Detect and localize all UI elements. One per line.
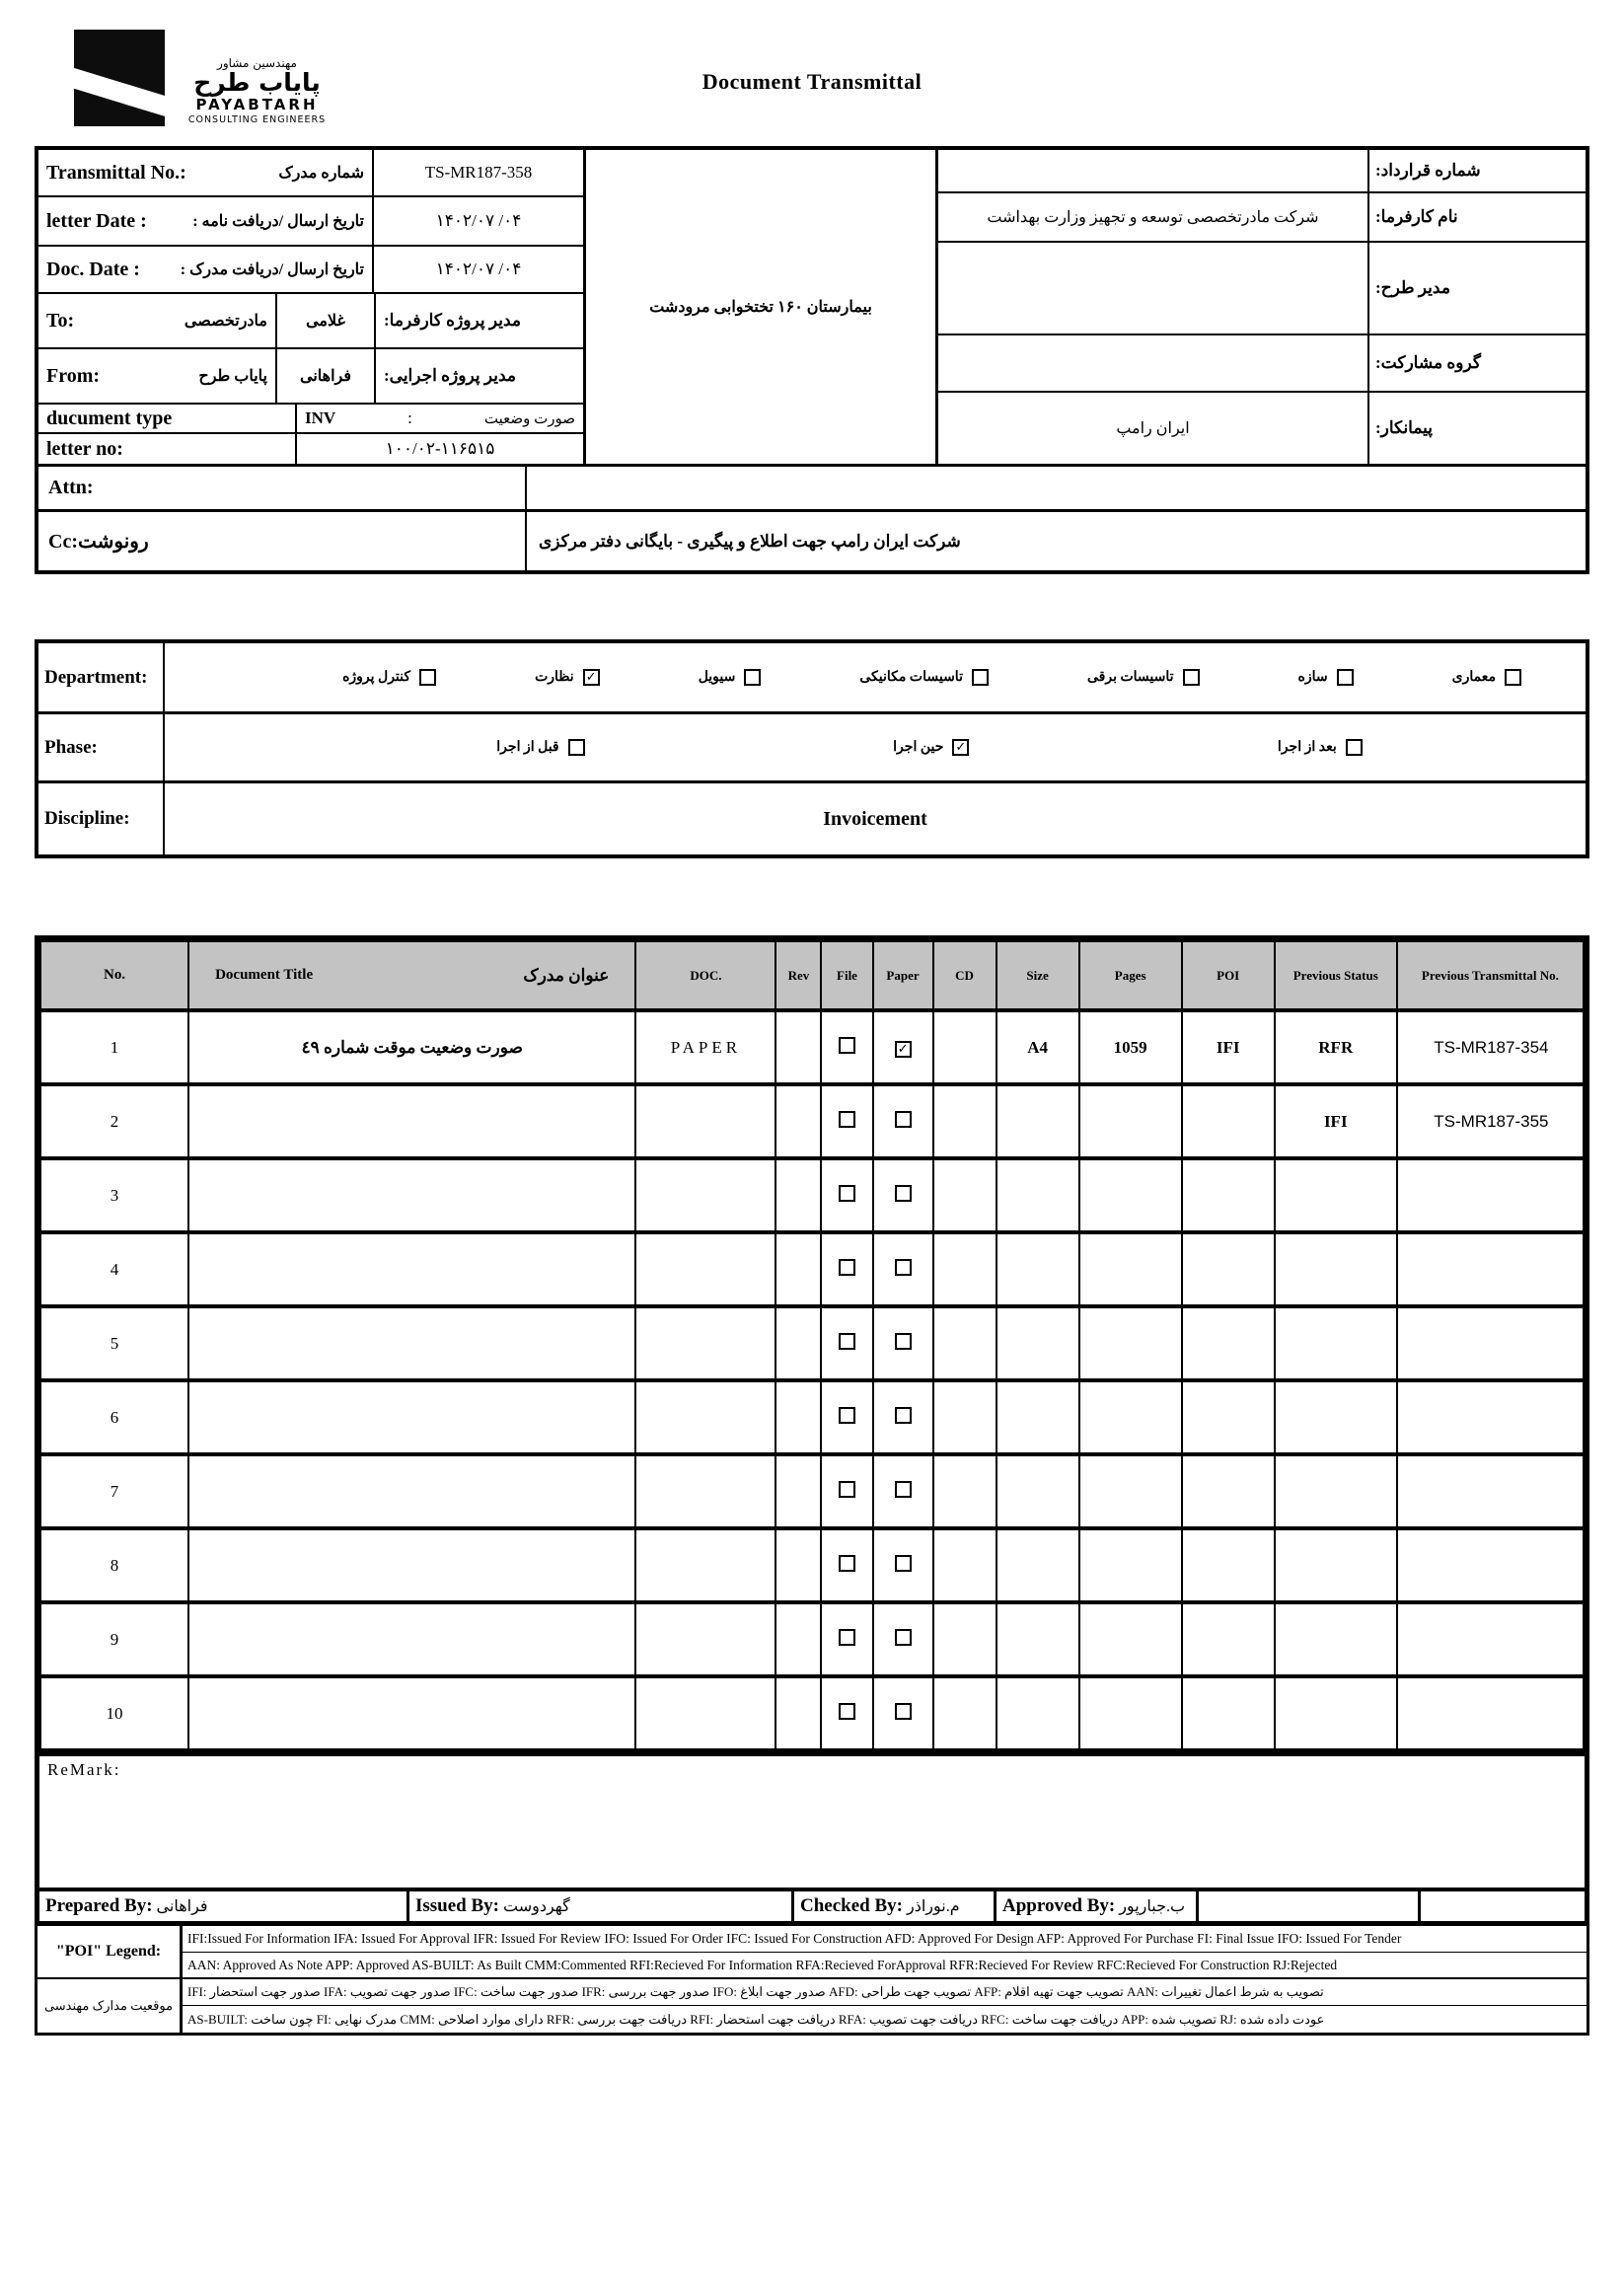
logo-brand-sub: CONSULTING ENGINEERS	[187, 113, 327, 125]
row-doc	[635, 1158, 775, 1232]
row-cd	[933, 1010, 997, 1084]
row-rev	[775, 1676, 821, 1750]
file-checkbox-cell	[821, 1602, 872, 1676]
row-rev	[775, 1380, 821, 1454]
file-checkbox-cell	[821, 1084, 872, 1158]
row-prev-transmittal	[1397, 1380, 1584, 1454]
paper-checkbox-cell	[873, 1602, 933, 1676]
row-prev-transmittal	[1397, 1676, 1584, 1750]
discipline-label: Discipline:	[38, 783, 165, 854]
row-rev	[775, 1528, 821, 1602]
legend-line-en-1: IFI:Issued For Information IFA: Issued For Approval IFR: Issued For Review IFO: Issued For Order IFC: Issued For Construction AFD: Approved For Design AFP: Approved For Purchase FI: Final Issue IFO: Issued For Tender	[183, 1926, 1587, 1953]
row-prev-status	[1275, 1676, 1397, 1750]
transmittal-no-label: Transmittal No.:	[46, 161, 186, 184]
unchecked-checkbox-icon[interactable]	[1183, 669, 1200, 686]
row-no: 9	[40, 1602, 188, 1676]
col-doc: DOC.	[635, 941, 775, 1010]
row-no: 6	[40, 1380, 188, 1454]
legend-line-en-2: AAN: Approved As Note APP: Approved AS-BUILT: As Built CMM:Commented RFI:Recieved For Information RFA:Recieved ForApproval RFR:Recieved For Review RFC:Recieved For Construction RJ:Rejected	[183, 1953, 1587, 1979]
row-doc	[635, 1528, 775, 1602]
row-title	[188, 1158, 635, 1232]
row-cd	[933, 1084, 997, 1158]
client-pm-label: مدیر پروژه کارفرما:	[384, 311, 522, 330]
doc-table-body	[40, 1010, 1584, 1750]
col-title-fa: عنوان مدرک	[523, 965, 610, 985]
row-size	[997, 1380, 1079, 1454]
approved-by-label: Approved By:	[1002, 1895, 1116, 1916]
letter-no-value: ۱۰۰/۰۲-۱۱۶۵۱۵	[385, 439, 495, 458]
file-checkbox-cell	[821, 1454, 872, 1528]
row-no: 1	[40, 1010, 188, 1084]
row-pages	[1079, 1380, 1182, 1454]
row-prev-status	[1275, 1528, 1397, 1602]
row-doc: PAPER	[635, 1010, 775, 1084]
checkbox-label: بعد از اجرا	[1277, 740, 1337, 755]
row-poi	[1182, 1306, 1275, 1380]
row-poi	[1182, 1232, 1275, 1306]
col-title-en: Document Title	[215, 967, 314, 983]
row-title	[188, 1380, 635, 1454]
row-pages	[1079, 1158, 1182, 1232]
legend-line-fa-1: IFI: صدور جهت استحضار IFA: صدور جهت تصویب IFC: صدور جهت ساخت IFR: صدور جهت بررسی IFO: صدور جهت ابلاغ AFD: تصویب جهت طراحی AFP: تصویب جهت تهیه اقلام AAN: تصویب به شرط اعمال تغییرات	[183, 1979, 1587, 2006]
file-checkbox[interactable]	[839, 1333, 855, 1350]
paper-checkbox-cell	[873, 1676, 933, 1750]
doc-date-label-fa: تاریخ ارسال /دریافت مدرک :	[180, 261, 364, 278]
to-person: غلامی	[306, 313, 345, 330]
table-row	[40, 1306, 1584, 1380]
checkbox-option[interactable]	[535, 669, 600, 686]
checkbox-label: سازه	[1297, 670, 1328, 685]
row-doc	[635, 1676, 775, 1750]
paper-checkbox[interactable]	[895, 1481, 912, 1498]
file-checkbox-cell	[821, 1380, 872, 1454]
row-doc	[635, 1602, 775, 1676]
row-prev-status	[1275, 1158, 1397, 1232]
row-title	[188, 1454, 635, 1528]
paper-checkbox[interactable]	[895, 1041, 912, 1058]
row-doc	[635, 1084, 775, 1158]
checkbox-label: تاسیسات برقی	[1086, 670, 1174, 685]
signature-empty-cell	[1421, 1891, 1585, 1921]
checkbox-option[interactable]	[699, 669, 762, 686]
file-checkbox[interactable]	[839, 1259, 855, 1276]
row-size	[997, 1232, 1079, 1306]
paper-checkbox-cell	[873, 1306, 933, 1380]
attn-label: Attn:	[38, 467, 527, 509]
checkbox-label: سیویل	[698, 670, 736, 685]
row-poi	[1182, 1380, 1275, 1454]
partnership-value	[938, 335, 1369, 391]
poi-legend	[35, 1926, 1589, 2036]
row-poi	[1182, 1084, 1275, 1158]
checked-by-value: م.نوراذر	[906, 1898, 960, 1915]
letter-date-value: ۱۴۰۲/۰۷ /۰۴	[435, 211, 522, 230]
col-title	[188, 941, 635, 1010]
paper-checkbox-cell	[873, 1010, 933, 1084]
table-row	[40, 1232, 1584, 1306]
checkbox-option[interactable]	[1452, 669, 1521, 686]
row-pages	[1079, 1454, 1182, 1528]
row-pages	[1079, 1306, 1182, 1380]
info-left-block	[38, 150, 586, 464]
row-prev-status: IFI	[1275, 1084, 1397, 1158]
table-header-row	[40, 941, 1584, 1010]
row-size	[997, 1676, 1079, 1750]
file-checkbox-cell	[821, 1528, 872, 1602]
contractor-label: پیمانکار:	[1375, 418, 1434, 437]
table-row	[40, 1380, 1584, 1454]
paper-checkbox[interactable]	[895, 1111, 912, 1128]
row-prev-status	[1275, 1306, 1397, 1380]
prepared-by-value: فراهانی	[156, 1898, 208, 1915]
poi-legend-label-fa: موقعیت مدارک مهندسی	[43, 1998, 174, 2013]
classification-table	[35, 639, 1589, 858]
row-cd	[933, 1158, 997, 1232]
row-title	[188, 1084, 635, 1158]
row-size	[997, 1528, 1079, 1602]
row-prev-status: RFR	[1275, 1010, 1397, 1084]
row-no: 5	[40, 1306, 188, 1380]
checkbox-label: نظارت	[535, 670, 574, 685]
row-poi	[1182, 1528, 1275, 1602]
poi-legend-label: "POI" Legend:	[37, 1926, 180, 1979]
signature-empty-cell	[1199, 1891, 1421, 1921]
file-checkbox[interactable]	[839, 1185, 855, 1202]
remark-label: ReMark:	[47, 1760, 121, 1779]
paper-checkbox[interactable]	[895, 1407, 912, 1424]
row-prev-status	[1275, 1232, 1397, 1306]
doc-date-value: ۱۴۰۲/۰۷ /۰۴	[435, 259, 522, 278]
file-checkbox[interactable]	[839, 1111, 855, 1128]
row-no: 8	[40, 1528, 188, 1602]
col-prev-status: Previous Status	[1275, 941, 1397, 1010]
contract-no-value	[938, 150, 1369, 191]
row-doc	[635, 1454, 775, 1528]
row-prev-transmittal	[1397, 1454, 1584, 1528]
unchecked-checkbox-icon[interactable]	[568, 739, 585, 756]
row-title	[188, 1528, 635, 1602]
letter-date-label-fa: تاریخ ارسال /دریافت نامه :	[192, 213, 364, 230]
row-size	[997, 1454, 1079, 1528]
department-label: Department:	[38, 643, 165, 711]
table-row	[40, 1528, 1584, 1602]
letter-date-label: letter Date :	[46, 209, 147, 232]
file-checkbox[interactable]	[839, 1703, 855, 1720]
cc-label: Cc:رونوشت	[38, 512, 527, 570]
contract-no-label: شماره قرارداد:	[1375, 161, 1481, 180]
row-rev	[775, 1010, 821, 1084]
row-poi	[1182, 1676, 1275, 1750]
row-cd	[933, 1454, 997, 1528]
row-pages	[1079, 1084, 1182, 1158]
partnership-label: گروه مشارکت:	[1375, 353, 1481, 372]
row-rev	[775, 1158, 821, 1232]
table-row	[40, 1010, 1584, 1084]
plan-manager-value	[938, 243, 1369, 333]
table-row	[40, 1084, 1584, 1158]
checkbox-label: تاسیسات مکانیکی	[859, 670, 963, 685]
page-header	[35, 22, 1589, 146]
doc-type-label: ducument type	[46, 407, 173, 429]
paper-checkbox-cell	[873, 1158, 933, 1232]
contractor-value: ایران رامپ	[938, 393, 1369, 464]
paper-checkbox-cell	[873, 1454, 933, 1528]
paper-checkbox[interactable]	[895, 1333, 912, 1350]
row-no: 3	[40, 1158, 188, 1232]
col-pages: Pages	[1079, 941, 1182, 1010]
paper-checkbox[interactable]	[895, 1629, 912, 1646]
issued-by-label: Issued By:	[415, 1895, 499, 1916]
row-cd	[933, 1602, 997, 1676]
row-prev-status	[1275, 1602, 1397, 1676]
checkbox-option[interactable]	[1298, 669, 1354, 686]
to-label: To:	[46, 309, 75, 332]
checked-checkbox-icon[interactable]	[952, 739, 969, 756]
prepared-by-label: Prepared By:	[45, 1895, 153, 1916]
from-person: فراهانی	[299, 368, 352, 385]
project-name-cell	[586, 150, 938, 464]
unchecked-checkbox-icon[interactable]	[744, 669, 761, 686]
client-name-value: شرکت مادرتخصصی توسعه و تجهیز وزارت بهداشت	[938, 193, 1369, 241]
issued-by-value: گهردوست	[503, 1898, 570, 1915]
row-size: A4	[997, 1010, 1079, 1084]
paper-checkbox-cell	[873, 1380, 933, 1454]
row-prev-transmittal: TS-MR187-354	[1397, 1010, 1584, 1084]
file-checkbox-cell	[821, 1306, 872, 1380]
col-cd: CD	[933, 941, 997, 1010]
row-pages: 1059	[1079, 1010, 1182, 1084]
col-no: No.	[40, 941, 188, 1010]
file-checkbox[interactable]	[839, 1481, 855, 1498]
info-right-block	[938, 150, 1586, 464]
checkbox-option[interactable]	[1087, 669, 1200, 686]
row-no: 10	[40, 1676, 188, 1750]
doc-type-value-fa: صورت وضعیت	[483, 410, 575, 427]
phase-options	[165, 714, 1586, 780]
legend-line-fa-2: AS-BUILT: چون ساخت FI: مدرک نهایی CMM: دارای موارد اصلاحی RFR: دریافت جهت بررسی RFI: دریافت جهت استحضار RFA: دریافت جهت تصویب RFC: دریافت جهت ساخت APP: تصویب شده RJ: عودت داده شده	[187, 2011, 1325, 2027]
checkbox-label: کنترل پروژه	[342, 670, 411, 685]
attn-value	[527, 467, 1586, 509]
col-file: File	[821, 941, 872, 1010]
row-size	[997, 1602, 1079, 1676]
row-prev-transmittal	[1397, 1232, 1584, 1306]
checkbox-option[interactable]	[496, 739, 584, 756]
checkbox-option[interactable]	[859, 669, 989, 686]
row-rev	[775, 1232, 821, 1306]
paper-checkbox[interactable]	[895, 1259, 912, 1276]
col-poi: POI	[1182, 941, 1275, 1010]
row-pages	[1079, 1676, 1182, 1750]
transmittal-no-value: TS-MR187-358	[424, 163, 533, 182]
file-checkbox[interactable]	[839, 1407, 855, 1424]
logo-fa-large: پایاب طرح	[193, 67, 321, 97]
signature-row	[39, 1888, 1585, 1921]
row-prev-transmittal	[1397, 1158, 1584, 1232]
paper-checkbox-cell	[873, 1084, 933, 1158]
row-pages	[1079, 1232, 1182, 1306]
file-checkbox-cell	[821, 1676, 872, 1750]
discipline-value: Invoicement	[823, 807, 927, 830]
checkbox-option[interactable]	[893, 739, 969, 756]
row-doc	[635, 1380, 775, 1454]
unchecked-checkbox-icon[interactable]	[419, 669, 436, 686]
col-paper: Paper	[873, 941, 933, 1010]
doc-type-value: INV	[305, 408, 336, 427]
row-size	[997, 1084, 1079, 1158]
checked-checkbox-icon[interactable]	[583, 669, 600, 686]
remark-box	[39, 1752, 1585, 1888]
col-rev: Rev	[775, 941, 821, 1010]
transmittal-no-label-fa: شماره مدرک	[278, 165, 364, 182]
row-prev-transmittal	[1397, 1306, 1584, 1380]
row-pages	[1079, 1528, 1182, 1602]
document-table-wrap	[35, 935, 1589, 1926]
doc-type-separator: :	[407, 408, 412, 427]
unchecked-checkbox-icon[interactable]	[1337, 669, 1354, 686]
row-title: صورت وضعیت موقت شماره ٤٩	[188, 1010, 635, 1084]
checkbox-label: قبل از اجرا	[496, 740, 559, 755]
row-prev-status	[1275, 1454, 1397, 1528]
row-prev-transmittal	[1397, 1528, 1584, 1602]
row-pages	[1079, 1602, 1182, 1676]
row-cd	[933, 1676, 997, 1750]
row-cd	[933, 1306, 997, 1380]
paper-checkbox-cell	[873, 1528, 933, 1602]
unchecked-checkbox-icon[interactable]	[1505, 669, 1521, 686]
phase-label: Phase:	[38, 714, 165, 780]
checkbox-label: معماری	[1451, 670, 1496, 685]
row-prev-transmittal	[1397, 1602, 1584, 1676]
row-rev	[775, 1306, 821, 1380]
file-checkbox[interactable]	[839, 1037, 855, 1054]
row-poi	[1182, 1602, 1275, 1676]
row-cd	[933, 1380, 997, 1454]
row-doc	[635, 1232, 775, 1306]
page-title: Document Transmittal	[701, 69, 923, 94]
approved-by-value: ب.جبارپور	[1119, 1898, 1186, 1915]
doc-date-label: Doc. Date :	[46, 258, 140, 280]
row-poi	[1182, 1158, 1275, 1232]
logo-fa-small: مهندسین مشاور	[217, 56, 297, 70]
row-title	[188, 1306, 635, 1380]
table-row	[40, 1454, 1584, 1528]
paper-checkbox[interactable]	[895, 1185, 912, 1202]
letter-no-label: letter no:	[46, 437, 123, 460]
table-row	[40, 1602, 1584, 1676]
checkbox-option[interactable]	[1278, 739, 1363, 756]
file-checkbox-cell	[821, 1010, 872, 1084]
paper-checkbox-cell	[873, 1232, 933, 1306]
row-title	[188, 1232, 635, 1306]
row-no: 7	[40, 1454, 188, 1528]
paper-checkbox[interactable]	[895, 1555, 912, 1572]
row-poi: IFI	[1182, 1010, 1275, 1084]
row-no: 4	[40, 1232, 188, 1306]
logo-brand-en: PAYABTARH	[195, 95, 319, 113]
col-prev-transmittal: Previous Transmittal No.	[1397, 941, 1584, 1010]
file-checkbox-cell	[821, 1232, 872, 1306]
paper-checkbox[interactable]	[895, 1703, 912, 1720]
unchecked-checkbox-icon[interactable]	[972, 669, 989, 686]
unchecked-checkbox-icon[interactable]	[1346, 739, 1363, 756]
row-prev-status	[1275, 1380, 1397, 1454]
plan-manager-label: مدیر طرح:	[1375, 278, 1450, 297]
project-name: بیمارستان ۱۶۰ تختخوابی مرودشت	[649, 299, 872, 316]
row-prev-transmittal: TS-MR187-355	[1397, 1084, 1584, 1158]
row-cd	[933, 1232, 997, 1306]
row-cd	[933, 1528, 997, 1602]
row-doc	[635, 1306, 775, 1380]
row-rev	[775, 1454, 821, 1528]
transmittal-info-table	[35, 146, 1589, 574]
row-rev	[775, 1602, 821, 1676]
table-row	[40, 1676, 1584, 1750]
department-options	[165, 643, 1586, 711]
from-label: From:	[46, 364, 101, 387]
executive-pm-label: مدیر پروژه اجرایی:	[384, 366, 516, 385]
row-size	[997, 1306, 1079, 1380]
checkbox-label: حین اجرا	[893, 740, 944, 755]
from-value: پایاب طرح	[198, 368, 267, 385]
row-poi	[1182, 1454, 1275, 1528]
file-checkbox[interactable]	[839, 1555, 855, 1572]
file-checkbox-cell	[821, 1158, 872, 1232]
checkbox-option[interactable]	[342, 669, 436, 686]
row-title	[188, 1676, 635, 1750]
row-title	[188, 1602, 635, 1676]
document-table	[39, 940, 1585, 1752]
row-rev	[775, 1084, 821, 1158]
cc-value: شرکت ایران رامپ جهت اطلاع و پیگیری - بایگانی دفتر مرکزی	[539, 531, 961, 551]
file-checkbox[interactable]	[839, 1629, 855, 1646]
to-value: مادرتخصصی	[184, 313, 267, 330]
row-no: 2	[40, 1084, 188, 1158]
col-size: Size	[997, 941, 1079, 1010]
table-row	[40, 1158, 1584, 1232]
client-name-label: نام کارفرما:	[1375, 207, 1458, 226]
checked-by-label: Checked By:	[800, 1895, 903, 1916]
row-size	[997, 1158, 1079, 1232]
